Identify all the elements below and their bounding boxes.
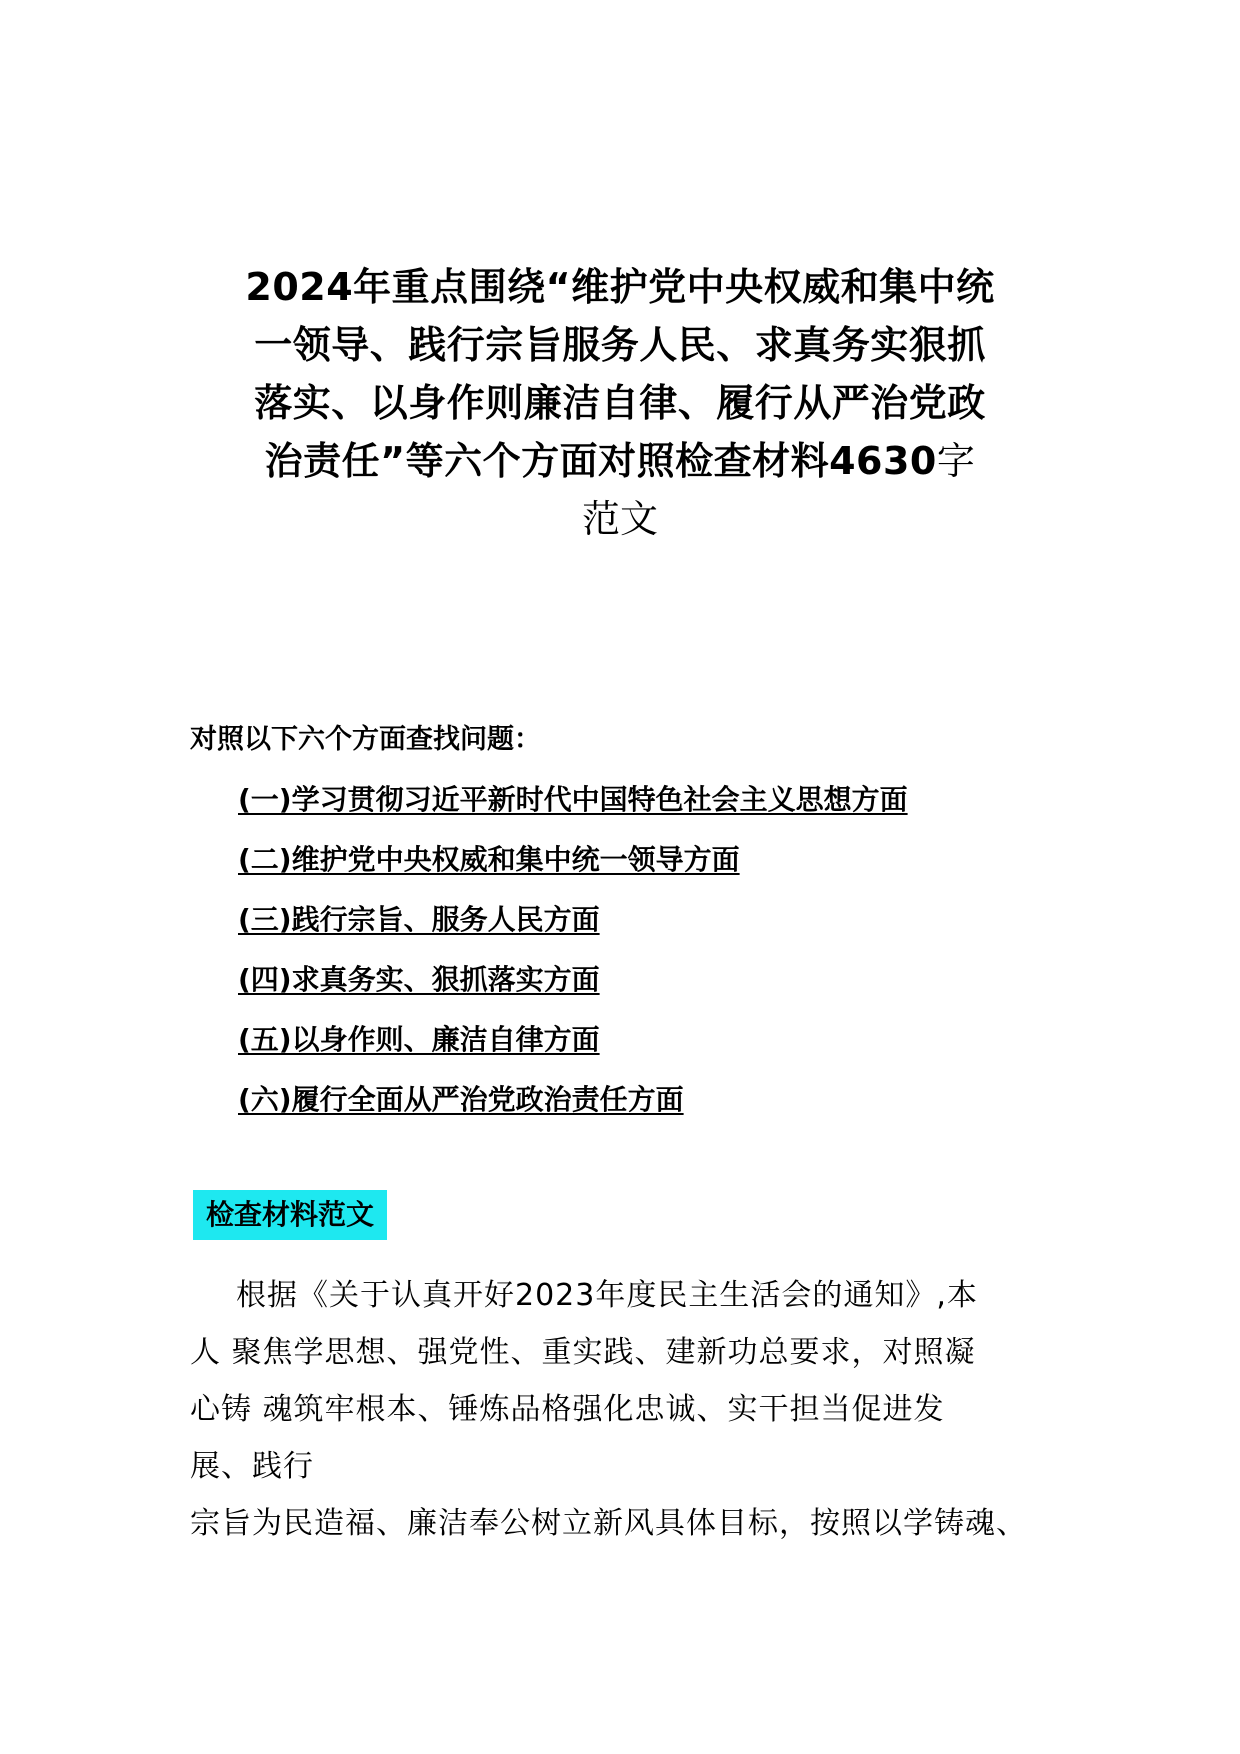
aspect-item-5[interactable]: (五)以身作则、廉洁自律方面: [238, 1023, 600, 1056]
title-line-4-bold: 治责任”等六个方面对照检查材料4630: [264, 439, 937, 483]
body-line-2: 人 聚焦学思想、强党性、重实践、建新功总要求，对照凝: [190, 1335, 976, 1370]
title-line-1: 2024年重点围绕“维护党中央权威和集中统: [245, 265, 995, 309]
aspect-item-3[interactable]: (三)践行宗旨、服务人民方面: [238, 903, 600, 936]
body-line-5: 宗旨为民造福、廉洁奉公树立新风具体目标，按照以学铸魂、: [190, 1506, 1027, 1541]
aspect-item-6[interactable]: (六)履行全面从严治党政治责任方面: [238, 1083, 684, 1116]
aspect-item-1[interactable]: (一)学习贯彻习近平新时代中国特色社会主义思想方面: [238, 783, 908, 816]
document-title: [180, 258, 1060, 548]
intro-text: 对照以下六个方面查找问题：: [190, 724, 541, 755]
section-heading: 检查材料范文: [193, 1190, 387, 1240]
aspect-item-4[interactable]: (四)求真务实、狠抓落实方面: [238, 963, 600, 996]
title-line-4: [180, 432, 1060, 490]
aspect-item-2[interactable]: (二)维护党中央权威和集中统一领导方面: [238, 843, 740, 876]
title-line-5: 范文: [581, 497, 658, 541]
title-line-3: 落实、以身作则廉洁自律、履行从严治党政: [254, 381, 986, 425]
body-line-3: 心铸 魂筑牢根本、锤炼品格强化忠诚、实干担当促进发: [190, 1392, 945, 1427]
title-line-4-normal: 字: [936, 439, 976, 483]
body-line-1: 根据《关于认真开好2023年度民主生活会的通知》,本: [236, 1278, 978, 1313]
title-line-2: 一领导、践行宗旨服务人民、求真务实狠抓: [254, 323, 986, 367]
aspect-list: [238, 780, 908, 1140]
body-line-4: 展、践行: [190, 1449, 314, 1484]
body-paragraph: [190, 1267, 1060, 1552]
